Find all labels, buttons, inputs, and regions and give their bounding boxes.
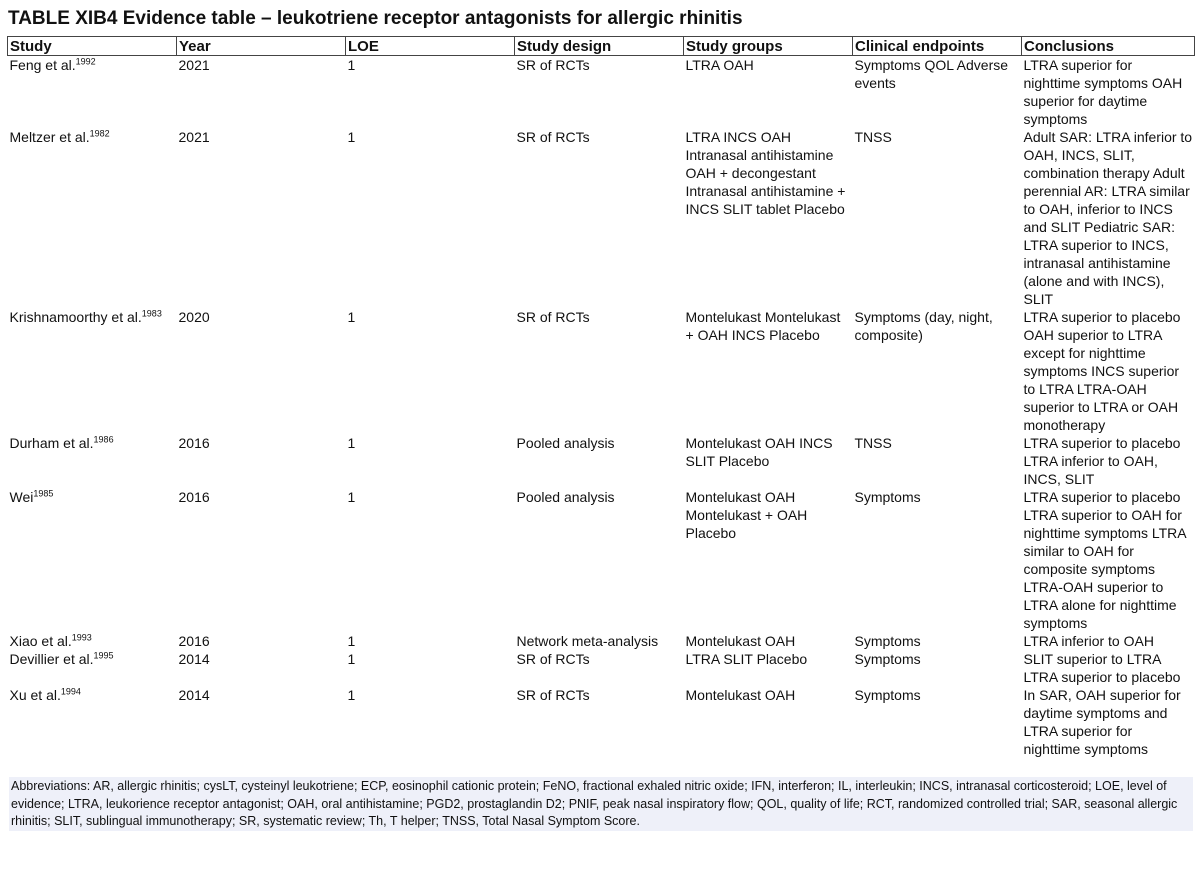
abbreviations-footnote: Abbreviations: AR, allergic rhinitis; cysLT, cysteinyl leukotriene; ECP, eosinophil cationic protein; FeNO, fractional exhaled nitric oxide; IFN, interferon; IL, interleukin; INCS, intranasal corticosteroid; LOE, level of evidence; LTRA, leukorience receptor antagonist; OAH, oral antihistamine; PGD2, prostaglandin D2; PNIF, peak nasal inspiratory flow; QOL, quality of life; RCT, randomized controlled trial; SAR, seasonal allergic rhinitis; SLIT, sublingual immunotherapy; SR, systematic review; Th, T helper; TNSS, Total Nasal Symptom Score. xyxy=(9,777,1193,831)
reference-number: 1995 xyxy=(93,650,114,661)
reference-number: 1986 xyxy=(93,434,114,445)
conclusions-cell: LTRA inferior to OAH xyxy=(1023,633,1154,649)
table-row xyxy=(8,308,1195,434)
column-header-loe: LOE xyxy=(346,37,515,56)
study-cell: Feng et al.$^{1992}$ xyxy=(9,56,96,73)
groups-cell: LTRA SLIT Placebo xyxy=(685,651,808,667)
endpoints-cell: Symptoms xyxy=(854,687,921,703)
design-cell: SR of RCTs xyxy=(516,129,590,145)
study-cell: Wei$^{1985}$ xyxy=(9,488,54,505)
loe-cell: 1 xyxy=(347,129,356,145)
table-title: TABLE XIB4 Evidence table – leukotriene receptor antagonists for allergic rhinitis xyxy=(8,8,743,29)
column-header-study: Study xyxy=(8,37,177,56)
reference-number: 1982 xyxy=(89,128,110,139)
groups-cell: Montelukast OAH xyxy=(685,633,796,649)
year-cell: 2016 xyxy=(178,633,210,649)
reference-number: 1983 xyxy=(141,308,162,319)
endpoints-cell: Symptoms xyxy=(854,633,921,649)
table-row xyxy=(8,650,1195,686)
design-cell: Network meta-analysis xyxy=(516,633,659,649)
groups-cell: Montelukast OAH Montelukast + OAH Placebo xyxy=(685,489,808,541)
endpoints-cell: Symptoms xyxy=(854,489,921,505)
conclusions-cell: Adult SAR: LTRA inferior to OAH, INCS, SLIT, combination therapy Adult perennial AR: LTRA similar to OAH, inferior to INCS and SLIT Pediatric SAR: LTRA superior to INCS, intranasal antihistamine (alone and with INCS), SLIT xyxy=(1023,129,1193,307)
conclusions-cell: LTRA superior to placebo LTRA superior to OAH for nighttime symptoms LTRA similar to OAH for composite symptoms LTRA-OAH superior to LTRA alone for nighttime symptoms xyxy=(1023,489,1186,631)
study-cell: Krishnamoorthy et al.$^{1983}$ xyxy=(9,308,162,325)
conclusions-cell: LTRA superior to placebo LTRA inferior to OAH, INCS, SLIT xyxy=(1023,435,1181,487)
endpoints-cell: Symptoms QOL Adverse events xyxy=(854,57,1009,91)
reference-number: 1992 xyxy=(75,56,96,67)
loe-cell: 1 xyxy=(347,687,356,703)
groups-cell: LTRA INCS OAH Intranasal antihistamine OAH + decongestant Intranasal antihistamine + INCS SLIT tablet Placebo xyxy=(685,129,846,217)
study-cell: Durham et al.$^{1986}$ xyxy=(9,434,114,451)
endpoints-cell: Symptoms xyxy=(854,651,921,667)
conclusions-cell: In SAR, OAH superior for daytime symptoms and LTRA superior for nighttime symptoms xyxy=(1023,687,1181,757)
table-row xyxy=(8,632,1195,650)
study-cell: Devillier et al.$^{1995}$ xyxy=(9,650,114,667)
table-row xyxy=(8,434,1195,488)
loe-cell: 1 xyxy=(347,651,356,667)
loe-cell: 1 xyxy=(347,435,356,451)
conclusions-cell: SLIT superior to LTRA LTRA superior to placebo xyxy=(1023,651,1181,685)
table-row xyxy=(8,128,1195,308)
endpoints-cell: Symptoms (day, night, composite) xyxy=(854,309,993,343)
groups-cell: Montelukast OAH xyxy=(685,687,796,703)
year-cell: 2016 xyxy=(178,489,210,505)
reference-number: 1993 xyxy=(71,632,92,643)
groups-cell: LTRA OAH xyxy=(685,57,754,73)
loe-cell: 1 xyxy=(347,57,356,73)
design-cell: SR of RCTs xyxy=(516,651,590,667)
table-row xyxy=(8,686,1195,758)
loe-cell: 1 xyxy=(347,309,356,325)
year-cell: 2020 xyxy=(178,309,210,325)
column-header-study-design: Study design xyxy=(515,37,684,56)
study-cell: Xu et al.$^{1994}$ xyxy=(9,686,81,703)
design-cell: Pooled analysis xyxy=(516,489,615,505)
design-cell: SR of RCTs xyxy=(516,687,590,703)
loe-cell: 1 xyxy=(347,489,356,505)
year-cell: 2021 xyxy=(178,129,210,145)
groups-cell: Montelukast OAH INCS SLIT Placebo xyxy=(685,435,833,469)
study-cell: Xiao et al.$^{1993}$ xyxy=(9,632,92,649)
reference-number: 1994 xyxy=(60,686,81,697)
groups-cell: Montelukast Montelukast + OAH INCS Placebo xyxy=(685,309,841,343)
design-cell: Pooled analysis xyxy=(516,435,615,451)
conclusions-cell: LTRA superior to placebo OAH superior to LTRA except for nighttime symptoms INCS superior to LTRA LTRA-OAH superior to LTRA or OAH monotherapy xyxy=(1023,309,1181,433)
evidence-table xyxy=(7,36,1195,758)
design-cell: SR of RCTs xyxy=(516,57,590,73)
column-header-conclusions: Conclusions xyxy=(1022,37,1195,56)
table-header-row xyxy=(8,37,1195,56)
loe-cell: 1 xyxy=(347,633,356,649)
year-cell: 2016 xyxy=(178,435,210,451)
year-cell: 2014 xyxy=(178,687,210,703)
year-cell: 2014 xyxy=(178,651,210,667)
endpoints-cell: TNSS xyxy=(854,435,892,451)
study-cell: Meltzer et al.$^{1982}$ xyxy=(9,128,110,145)
reference-number: 1985 xyxy=(33,488,54,499)
year-cell: 2021 xyxy=(178,57,210,73)
column-header-clinical-endpoints: Clinical endpoints xyxy=(853,37,1022,56)
column-header-year: Year xyxy=(177,37,346,56)
table-row xyxy=(8,488,1195,632)
conclusions-cell: LTRA superior for nighttime symptoms OAH superior for daytime symptoms xyxy=(1023,57,1183,127)
table-row xyxy=(8,56,1195,129)
endpoints-cell: TNSS xyxy=(854,129,892,145)
column-header-study-groups: Study groups xyxy=(684,37,853,56)
design-cell: SR of RCTs xyxy=(516,309,590,325)
